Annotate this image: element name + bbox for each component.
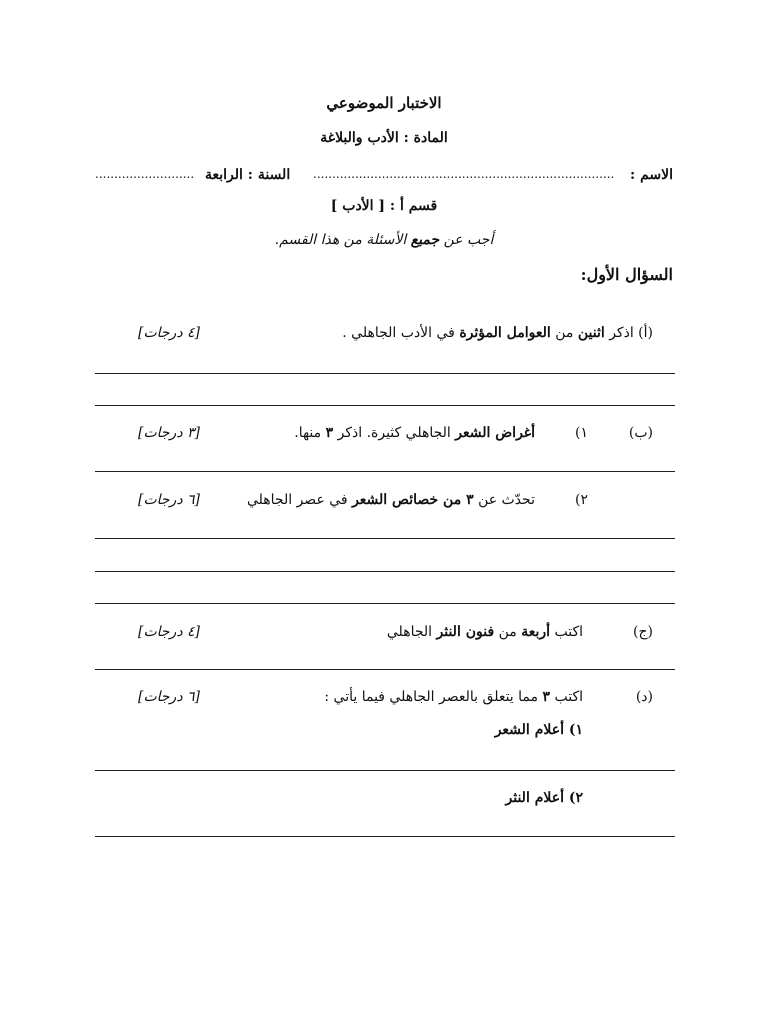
part-b2-post: في عصر الجاهلي: [246, 492, 348, 508]
part-c-marks: [٤ درجات]: [138, 624, 201, 640]
part-d-bold: ٣: [542, 689, 551, 705]
part-d-item-2: ٢) أعلام النثر: [505, 790, 583, 806]
part-a-post: في الأدب الجاهلي .: [342, 325, 455, 341]
part-b2-number: ٢): [575, 492, 588, 508]
part-a-bold1: اثنين: [577, 325, 605, 341]
part-c-pre: اكتب: [554, 624, 583, 640]
part-a-text: [342, 325, 653, 341]
part-b-number: ١): [575, 425, 588, 441]
part-a-mid: من: [555, 325, 574, 341]
part-b2-marks: [٦ درجات]: [138, 492, 201, 508]
exam-title: الاختبار الموضوعي: [326, 94, 442, 112]
part-b-bold: أغراض الشعر: [455, 425, 535, 441]
part-b-text: [294, 425, 535, 441]
part-b-label: (ب): [628, 425, 653, 441]
answer-line[interactable]: [95, 669, 675, 670]
answer-line[interactable]: [95, 405, 675, 406]
part-b-post2: منها.: [294, 425, 322, 441]
part-a-pre: اذكر: [609, 325, 634, 341]
part-a-label: (أ): [638, 325, 653, 341]
answer-line[interactable]: [95, 471, 675, 472]
part-b2-text: [247, 492, 535, 508]
part-c-label: (ج): [633, 624, 653, 640]
part-c-mid: من: [498, 624, 517, 640]
part-d-post: مما يتعلق بالعصر الجاهلي فيما يأتي :: [324, 689, 539, 705]
subject-line: المادة : الأدب والبلاغة: [320, 130, 448, 146]
part-d-item-1: ١) أعلام الشعر: [494, 722, 583, 738]
part-b-post: الجاهلي كثيرة. اذكر: [337, 425, 451, 441]
part-a-marks: [٤ درجات]: [138, 325, 201, 341]
part-b-bold2: ٣: [325, 425, 334, 441]
instruction-line: [0, 232, 768, 248]
instruction-bold: جميع: [410, 232, 440, 248]
year-blank[interactable]: ..........................: [95, 167, 195, 181]
section-heading: قسم أ : [ الأدب ]: [330, 198, 438, 214]
part-c-post: الجاهلي: [386, 624, 433, 640]
answer-line[interactable]: [95, 770, 675, 771]
question-1-heading: السؤال الأول:: [580, 265, 673, 284]
part-b2-bold: ٣ من خصائص الشعر: [352, 492, 474, 508]
part-a-bold2: العوامل المؤثرة: [459, 325, 551, 341]
answer-line[interactable]: [95, 836, 675, 837]
part-d-marks: [٦ درجات]: [138, 689, 201, 705]
answer-line[interactable]: [95, 538, 675, 539]
part-b2-pre: تحدّث عن: [478, 492, 535, 508]
answer-line[interactable]: [95, 603, 675, 604]
part-b-marks: [٣ درجات]: [138, 425, 201, 441]
part-d-pre: اكتب: [554, 689, 583, 705]
answer-line[interactable]: [95, 373, 675, 374]
part-d-text: [324, 689, 583, 705]
answer-line[interactable]: [95, 571, 675, 572]
instruction-pre: أجب عن: [443, 232, 494, 248]
part-c-bold2: فنون النثر: [436, 624, 495, 640]
name-label: الاسم :: [630, 167, 673, 183]
part-c-text: [387, 624, 583, 640]
part-c-bold1: أربعة: [521, 624, 551, 640]
name-blank[interactable]: ...............................................................................: [313, 167, 615, 181]
part-d-label: (د): [635, 689, 653, 705]
instruction-post: الأسئلة من هذا القسم.: [274, 232, 407, 248]
year-label: السنة : الرابعة: [205, 167, 291, 183]
